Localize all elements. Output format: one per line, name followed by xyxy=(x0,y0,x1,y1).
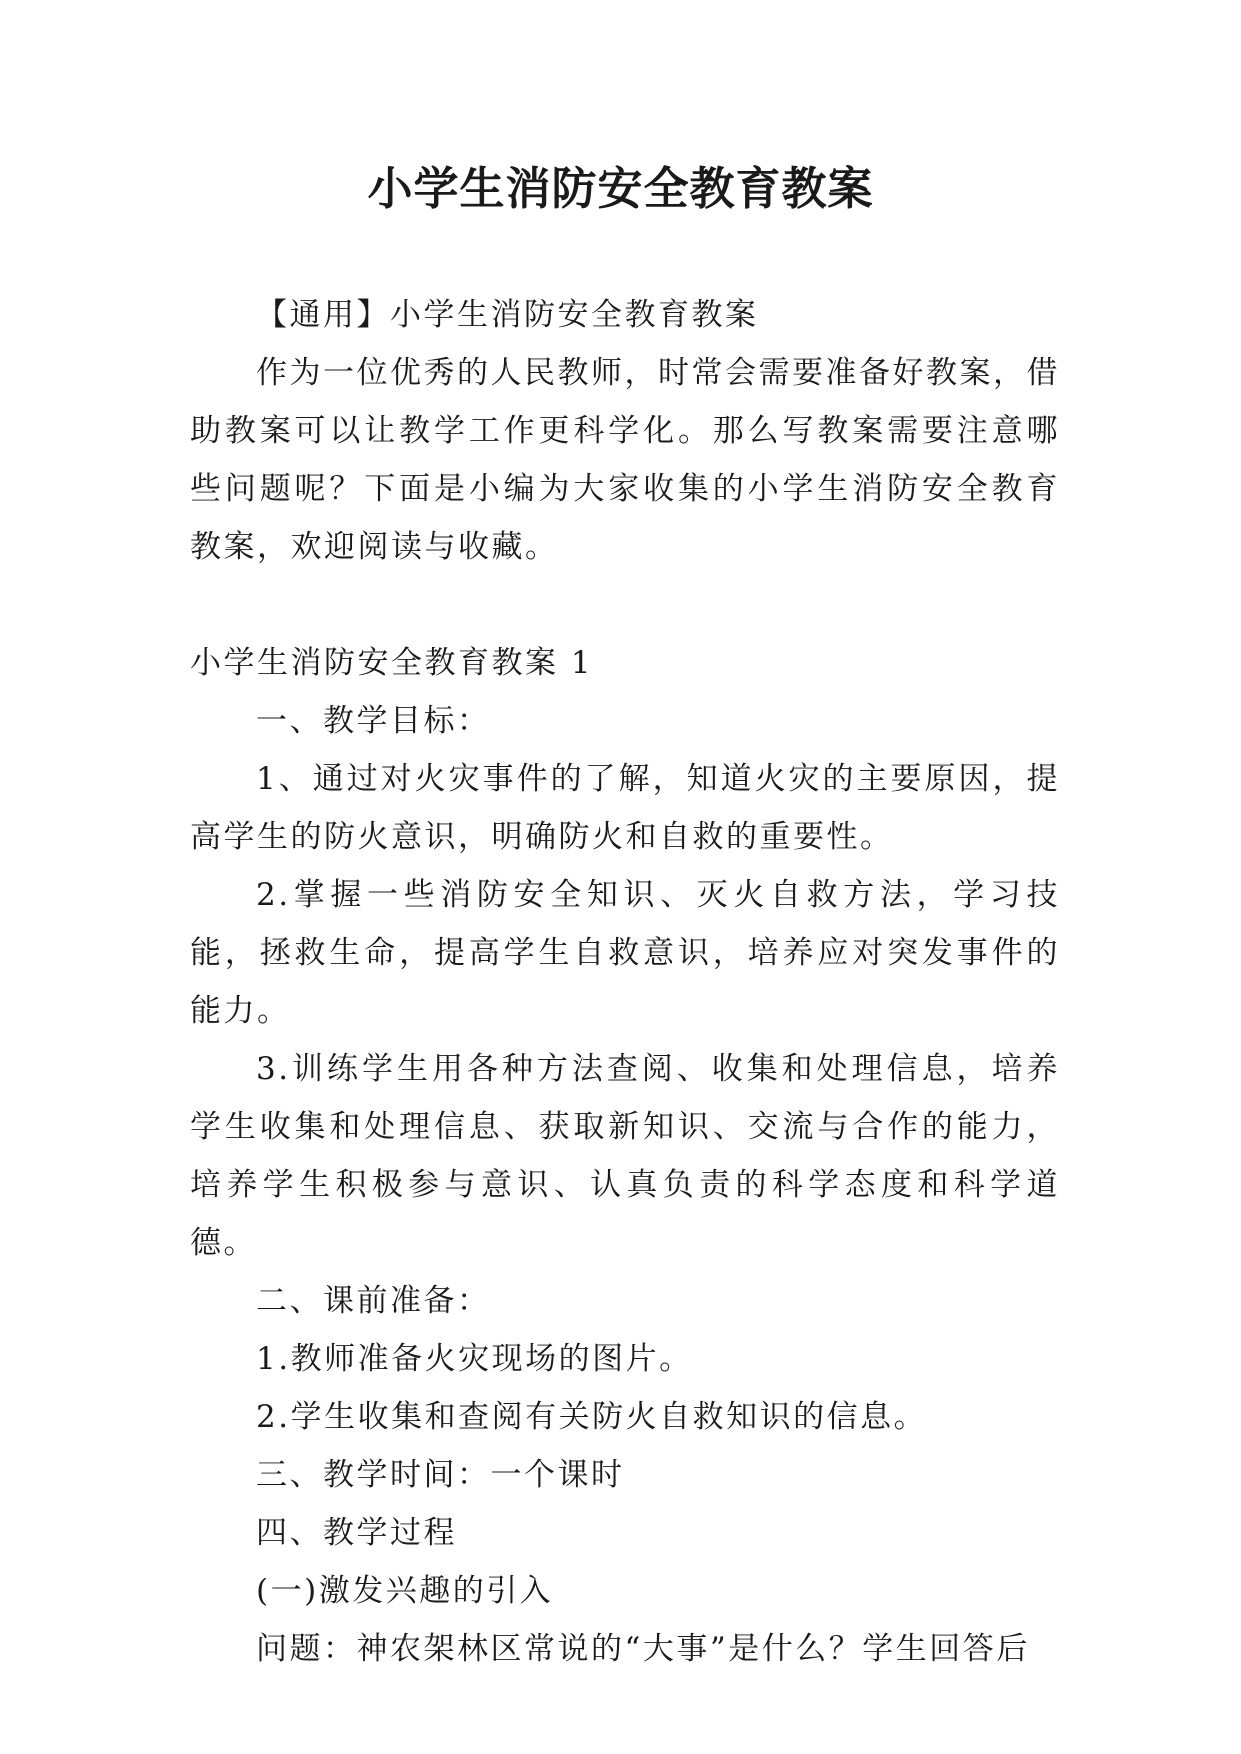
teaching-process-heading: 四、教学过程 xyxy=(256,1515,457,1551)
process-step-heading: (一)激发兴趣的引入 xyxy=(256,1573,554,1609)
preparation-item-1: 1.教师准备火灾现场的图片。 xyxy=(256,1341,693,1377)
document-body xyxy=(190,286,1060,1678)
preparation-item-2: 2.学生收集和查阅有关防火自救知识的信息。 xyxy=(256,1399,928,1435)
intro-heading: 【通用】小学生消防安全教育教案 xyxy=(256,297,759,333)
teaching-time: 三、教学时间：一个课时 xyxy=(256,1457,625,1493)
goal-item-2: 2.掌握一些消防安全知识、灭火自救方法，学习技能，拯救生命，提高学生自救意识，培养应对突发事件的能力。 xyxy=(190,877,1060,1029)
intro-paragraph: 作为一位优秀的人民教师，时常会需要准备好教案，借助教案可以让教学工作更科学化。那么写教案需要注意哪些问题呢？下面是小编为大家收集的小学生消防安全教育教案，欢迎阅读与收藏。 xyxy=(190,355,1060,565)
section-spacer xyxy=(190,576,1060,634)
preparation-heading: 二、课前准备： xyxy=(256,1283,491,1319)
process-question: 问题：神农架林区常说的“大事”是什么？学生回答后 xyxy=(256,1631,1030,1667)
teaching-goals-heading: 一、教学目标： xyxy=(256,703,491,739)
goal-item-1: 1、通过对火灾事件的了解，知道火灾的主要原因，提高学生的防火意识，明确防火和自救的重要性。 xyxy=(190,761,1060,855)
document-title: 小学生消防安全教育教案 xyxy=(367,162,874,215)
goal-item-3: 3.训练学生用各种方法查阅、收集和处理信息，培养学生收集和处理信息、获取新知识、交流与合作的能力，培养学生积极参与意识、认真负责的科学态度和科学道德。 xyxy=(190,1051,1060,1261)
section-heading: 小学生消防安全教育教案 1 xyxy=(190,645,594,681)
